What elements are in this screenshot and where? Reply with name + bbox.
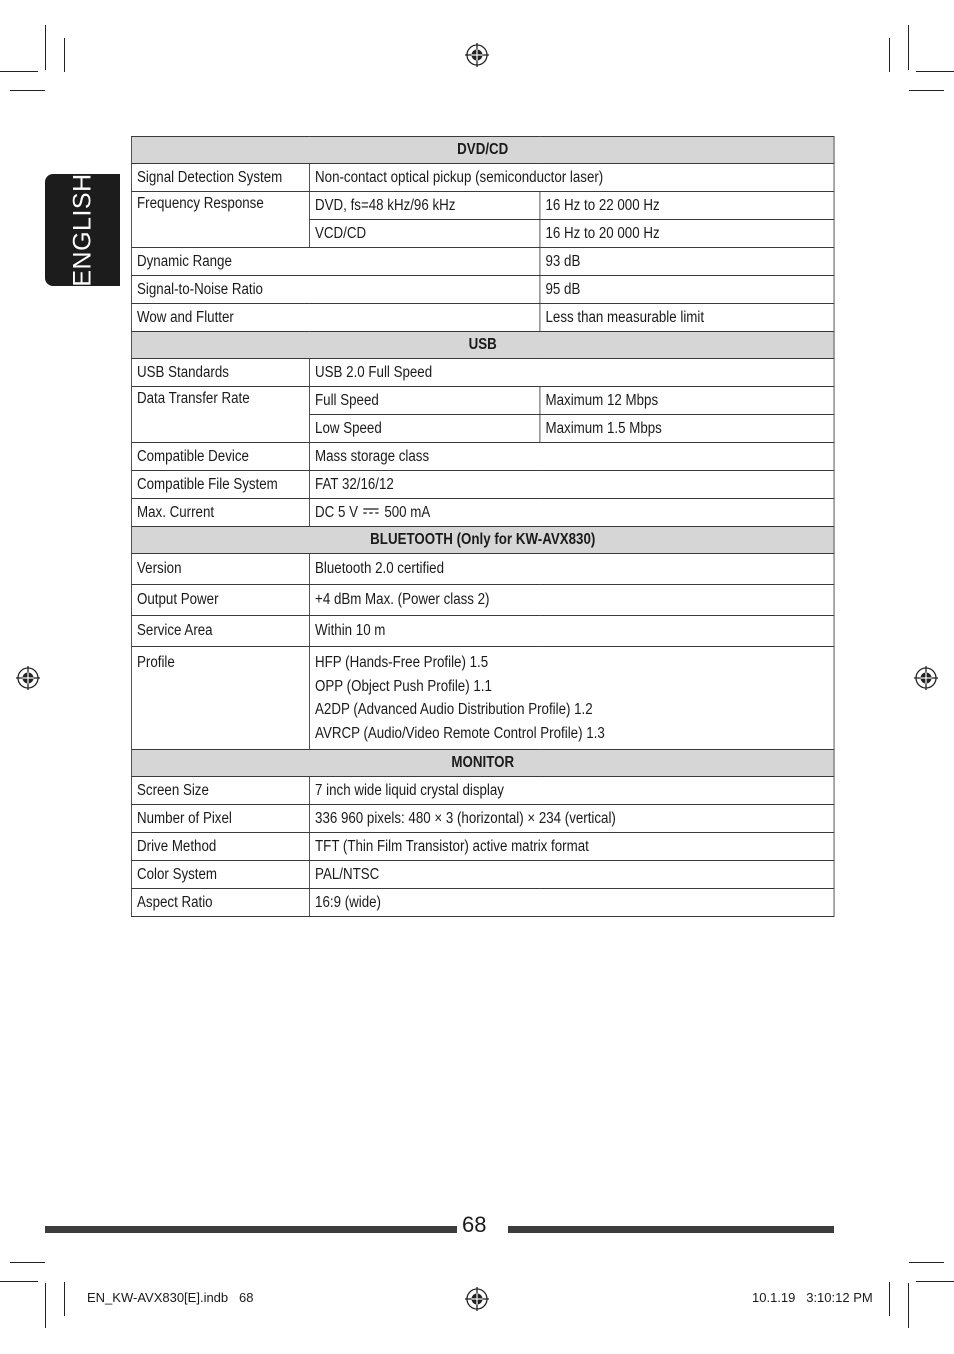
spec-value: Maximum 12 Mbps: [540, 387, 834, 415]
section-header-bluetooth: [131, 527, 834, 554]
crop-mark: [45, 25, 46, 70]
spec-label-text: Profile: [137, 654, 175, 671]
spec-value: [309, 499, 834, 527]
registration-mark-icon: [914, 666, 938, 690]
crop-mark: [10, 90, 45, 91]
crop-mark: [0, 71, 38, 72]
page-number: 68: [462, 1212, 487, 1237]
crop-mark: [908, 1283, 909, 1328]
section-header-dvd: [131, 137, 834, 164]
crop-mark: [916, 71, 954, 72]
spec-value: USB 2.0 Full Speed: [309, 359, 834, 387]
footer-bar-left: [45, 1226, 457, 1233]
print-slug-timestamp: 10.1.19 3:10:12 PM: [752, 1290, 873, 1305]
spec-value: Maximum 1.5 Mbps: [540, 415, 834, 443]
table-row: [131, 554, 834, 585]
spec-value: TFT (Thin Film Transistor) active matrix format: [309, 833, 834, 861]
crop-mark: [908, 25, 909, 70]
spec-label: Compatible Device: [131, 443, 309, 471]
section-header-label: USB: [131, 332, 834, 359]
profile-line: AVRCP (Audio/Video Remote Control Profile) 1.3: [315, 724, 605, 742]
spec-value: [309, 647, 834, 750]
spec-label: Aspect Ratio: [131, 889, 309, 917]
section-header-label: BLUETOOTH (Only for KW-AVX830): [131, 527, 834, 554]
spec-table: [131, 136, 834, 917]
spec-label: Drive Method: [131, 833, 309, 861]
table-row: [131, 777, 834, 805]
language-tab-label: ENGLISH: [68, 173, 96, 287]
spec-value: 93 dB: [540, 248, 834, 276]
spec-label: Signal-to-Noise Ratio: [131, 276, 540, 304]
spec-value: 16 Hz to 22 000 Hz: [540, 192, 834, 220]
current-voltage: DC 5 V: [315, 503, 359, 521]
crop-mark: [889, 38, 890, 72]
spec-value: Within 10 m: [309, 616, 834, 647]
table-row: [131, 805, 834, 833]
spec-label: Output Power: [131, 585, 309, 616]
registration-mark-icon: [465, 43, 489, 67]
spec-label: Max. Current: [131, 499, 309, 527]
language-tab: [45, 174, 120, 286]
table-row: [131, 443, 834, 471]
table-row: [131, 359, 834, 387]
table-row: [131, 164, 834, 192]
spec-value: 7 inch wide liquid crystal display: [309, 777, 834, 805]
crop-mark: [64, 1282, 65, 1316]
table-row: [131, 471, 834, 499]
footer-bar-right: [508, 1226, 834, 1233]
spec-value: Bluetooth 2.0 certified: [309, 554, 834, 585]
print-slug-file: EN_KW-AVX830[E].indb 68: [87, 1290, 254, 1305]
profile-line: A2DP (Advanced Audio Distribution Profile) 1.2: [315, 701, 593, 718]
spec-value: +4 dBm Max. (Power class 2): [309, 585, 834, 616]
crop-mark: [909, 90, 944, 91]
spec-label: Data Transfer Rate: [131, 387, 309, 443]
table-row: [131, 387, 834, 415]
spec-label: Version: [131, 554, 309, 585]
crop-mark: [64, 38, 65, 72]
spec-value: 16:9 (wide): [309, 889, 834, 917]
registration-mark-icon: [16, 666, 40, 690]
spec-label: Compatible File System: [131, 471, 309, 499]
crop-mark: [916, 1281, 954, 1282]
spec-condition: Low Speed: [309, 415, 539, 443]
registration-mark-icon: [465, 1287, 489, 1311]
table-row: [131, 248, 834, 276]
table-row: [131, 616, 834, 647]
spec-label: USB Standards: [131, 359, 309, 387]
spec-value: 16 Hz to 20 000 Hz: [540, 220, 834, 248]
spec-condition: Full Speed: [309, 387, 539, 415]
table-row: [131, 192, 834, 220]
section-header-label: MONITOR: [131, 750, 834, 777]
crop-mark: [909, 1262, 944, 1263]
spec-value: Less than measurable limit: [540, 304, 834, 332]
crop-mark: [45, 1283, 46, 1328]
profile-line: OPP (Object Push Profile) 1.1: [315, 677, 492, 695]
crop-mark: [0, 1281, 38, 1282]
spec-label: [131, 647, 309, 750]
section-header-monitor: [131, 750, 834, 777]
spec-condition: DVD, fs=48 kHz/96 kHz: [309, 192, 539, 220]
spec-label: Screen Size: [131, 777, 309, 805]
spec-value: Non-contact optical pickup (semiconductor laser): [309, 164, 834, 192]
crop-mark: [889, 1282, 890, 1316]
table-row: [131, 833, 834, 861]
spec-value: PAL/NTSC: [309, 861, 834, 889]
crop-mark: [10, 1262, 45, 1263]
table-row: [131, 585, 834, 616]
spec-label: Wow and Flutter: [131, 304, 540, 332]
table-row: [131, 276, 834, 304]
profile-line: HFP (Hands-Free Profile) 1.5: [315, 654, 489, 671]
spec-label: Color System: [131, 861, 309, 889]
spec-label: Service Area: [131, 616, 309, 647]
table-row: [131, 861, 834, 889]
table-row: [131, 304, 834, 332]
spec-label: Signal Detection System: [131, 164, 309, 192]
spec-value: 336 960 pixels: 480 × 3 (horizontal) × 234 (vertical): [309, 805, 834, 833]
spec-value: 95 dB: [540, 276, 834, 304]
dc-symbol-icon: [363, 507, 378, 515]
current-amps: 500 mA: [384, 503, 431, 521]
section-header-label: DVD/CD: [131, 137, 834, 164]
spec-label: Frequency Response: [131, 192, 309, 248]
spec-condition: VCD/CD: [309, 220, 539, 248]
table-row: [131, 889, 834, 917]
section-header-usb: [131, 332, 834, 359]
table-row: [131, 499, 834, 527]
spec-value: Mass storage class: [309, 443, 834, 471]
spec-label: Dynamic Range: [131, 248, 540, 276]
spec-label: Number of Pixel: [131, 805, 309, 833]
table-row: [131, 647, 834, 750]
spec-value: FAT 32/16/12: [309, 471, 834, 499]
